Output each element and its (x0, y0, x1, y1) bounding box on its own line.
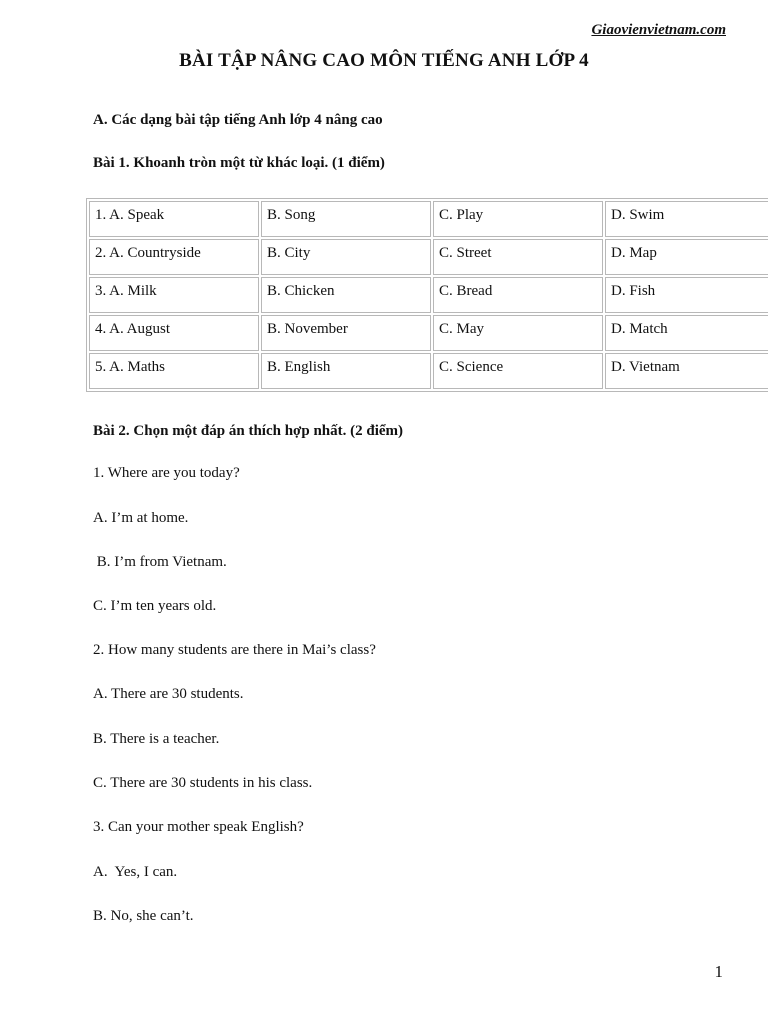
table-cell: C. Street (433, 239, 603, 275)
site-name: Giaovienvietnam.com (591, 22, 726, 38)
table-cell: 1. A. Speak (89, 201, 259, 237)
question-2: 2. How many students are there in Mai’s class? (93, 642, 376, 658)
exercise-1-heading: Bài 1. Khoanh tròn một từ khác loại. (1 điểm) (93, 155, 385, 171)
table-cell: C. Play (433, 201, 603, 237)
section-a-heading: A. Các dạng bài tập tiếng Anh lớp 4 nâng cao (93, 112, 383, 128)
table-cell: B. Song (261, 201, 431, 237)
question-3: 3. Can your mother speak English? (93, 819, 304, 835)
page-number: 1 (714, 962, 723, 981)
table-cell: 2. A. Countryside (89, 239, 259, 275)
table-cell: 3. A. Milk (89, 277, 259, 313)
table-row (89, 201, 768, 237)
table-cell: C. May (433, 315, 603, 351)
table-cell: D. Fish (605, 277, 768, 313)
table-row (89, 239, 768, 275)
exercise-1-table (86, 198, 768, 392)
answer-option: A. Yes, I can. (93, 864, 178, 880)
answer-option: C. I’m ten years old. (93, 598, 217, 614)
table-cell: 5. A. Maths (89, 353, 259, 389)
table-cell: D. Vietnam (605, 353, 768, 389)
table-cell: C. Bread (433, 277, 603, 313)
table-row (89, 353, 768, 389)
table-cell: D. Swim (605, 201, 768, 237)
answer-option: C. There are 30 students in his class. (93, 775, 313, 791)
exercise-2-heading: Bài 2. Chọn một đáp án thích hợp nhất. (2 điểm) (93, 423, 404, 439)
table-cell: C. Science (433, 353, 603, 389)
answer-option: B. There is a teacher. (93, 731, 220, 747)
answer-option: B. I’m from Vietnam. (93, 554, 227, 570)
table-row (89, 277, 768, 313)
table-cell: 4. A. August (89, 315, 259, 351)
page-title: BÀI TẬP NÂNG CAO MÔN TIẾNG ANH LỚP 4 (179, 50, 589, 71)
table-cell: B. Chicken (261, 277, 431, 313)
answer-option: A. I’m at home. (93, 510, 189, 526)
table-cell: D. Map (605, 239, 768, 275)
answer-option: B. No, she can’t. (93, 908, 194, 924)
table-cell: D. Match (605, 315, 768, 351)
table-cell: B. City (261, 239, 431, 275)
table-cell: B. English (261, 353, 431, 389)
answer-option: A. There are 30 students. (93, 686, 244, 702)
question-1: 1. Where are you today? (93, 465, 240, 481)
table-row (89, 315, 768, 351)
table-cell: B. November (261, 315, 431, 351)
